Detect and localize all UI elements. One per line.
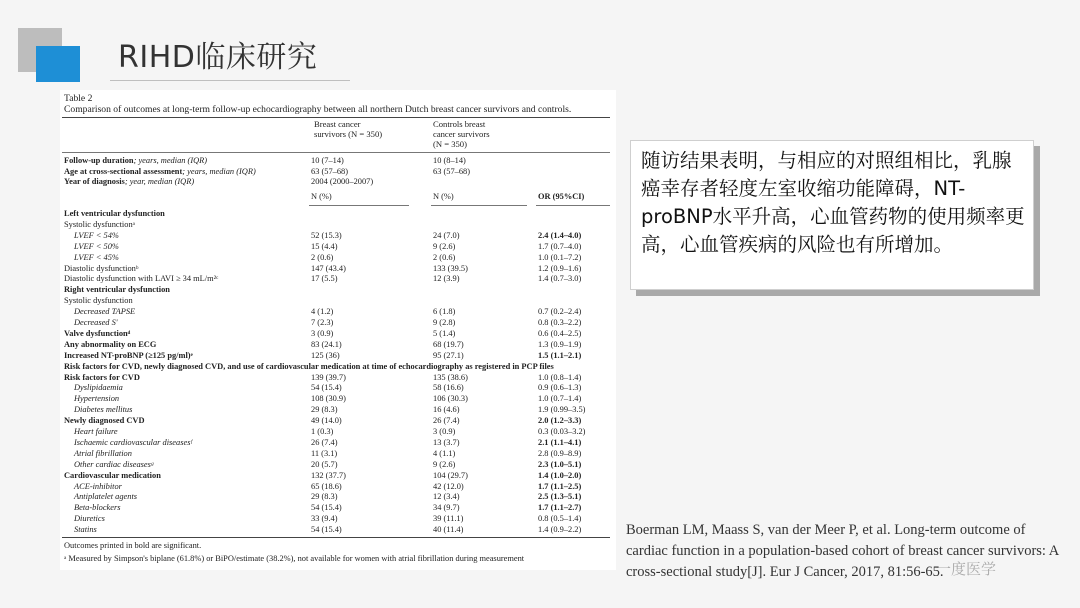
cell-or: 1.0 (0.1–7.2) bbox=[538, 252, 582, 262]
table-row bbox=[62, 449, 614, 460]
table-row bbox=[62, 340, 614, 351]
table-row bbox=[62, 329, 614, 340]
cell-controls: 95 (27.1) bbox=[433, 350, 464, 360]
cell-controls: 39 (11.1) bbox=[433, 514, 464, 524]
subheader-rule-a bbox=[309, 205, 409, 206]
col-header-survivors-line1: Breast cancer bbox=[314, 119, 361, 129]
row-label: Cardiovascular medication bbox=[64, 470, 161, 480]
subheader-survivors: N (%) bbox=[311, 192, 332, 201]
watermark: 一度医学 bbox=[936, 560, 997, 578]
cell-or: 1.4 (1.0–2.0) bbox=[538, 470, 582, 480]
cell-controls: 6 (1.8) bbox=[433, 307, 456, 317]
footnote-a: ᵃ Measured by Simpson's biplane (61.8%) or BiPO/estimate (38.2%), not available for women with atrial fibrillation during measurement bbox=[64, 554, 525, 563]
cell-survivors: 54 (15.4) bbox=[311, 525, 342, 535]
cell-survivors: 108 (30.9) bbox=[311, 394, 346, 404]
cell-controls: 4 (1.1) bbox=[433, 448, 456, 458]
cell-survivors: 65 (18.6) bbox=[311, 481, 342, 491]
cell-survivors: 147 (43.4) bbox=[311, 263, 346, 273]
row-label: Newly diagnosed CVD bbox=[64, 416, 145, 426]
cell-or: 2.5 (1.3–5.1) bbox=[538, 492, 582, 502]
cell-or: 0.8 (0.5–1.4) bbox=[538, 514, 582, 524]
table-number: Table 2 bbox=[64, 93, 93, 104]
row-label-unit: ; years, median (IQR) bbox=[133, 156, 208, 165]
row-label: Left ventricular dysfunction bbox=[64, 209, 165, 218]
table-row bbox=[62, 427, 614, 438]
row-label bbox=[64, 167, 256, 178]
cell-controls: 106 (30.3) bbox=[433, 394, 468, 404]
col-header-controls-line2: cancer survivors bbox=[433, 129, 490, 140]
cell-controls: 133 (39.5) bbox=[433, 263, 468, 273]
row-label: Decreased S' bbox=[74, 318, 118, 327]
row-label: Diastolic dysfunctionᵇ bbox=[64, 263, 139, 273]
table-row bbox=[62, 177, 614, 188]
cell-controls: 40 (11.4) bbox=[433, 525, 464, 535]
cell-or: 2.4 (1.4–4.0) bbox=[538, 230, 582, 240]
footnote-bold: Outcomes printed in bold are significant. bbox=[64, 541, 202, 550]
row-label-main: Year of diagnosis bbox=[64, 177, 125, 187]
row-label: Increased NT-proBNP (≥125 pg/ml)ᵉ bbox=[64, 350, 193, 360]
cell-survivors: 54 (15.4) bbox=[311, 503, 342, 513]
cell-survivors: 1 (0.3) bbox=[311, 427, 334, 436]
row-label: Systolic dysfunction bbox=[64, 296, 133, 306]
cell-controls: 63 (57–68) bbox=[433, 166, 470, 176]
cell-survivors: 63 (57–68) bbox=[311, 166, 348, 176]
cell-controls: 13 (3.7) bbox=[433, 437, 460, 447]
subheader-or: OR (95%CI) bbox=[538, 192, 585, 201]
cell-or: 2.8 (0.9–8.9) bbox=[538, 448, 582, 458]
cell-or: 1.7 (0.7–4.0) bbox=[538, 241, 582, 251]
cell-controls: 24 (7.0) bbox=[433, 230, 460, 240]
cell-or: 1.5 (1.1–2.1) bbox=[538, 350, 582, 360]
table-top-rule bbox=[62, 117, 610, 118]
cell-survivors: 83 (24.1) bbox=[311, 339, 342, 349]
cell-survivors: 132 (37.7) bbox=[311, 470, 346, 480]
row-label: Other cardiac diseasesᵍ bbox=[74, 459, 154, 469]
cell-controls: 12 (3.9) bbox=[433, 274, 460, 284]
col-header-controls-line1: Controls breast bbox=[433, 119, 486, 129]
row-label: Risk factors for CVD, newly diagnosed CVD, and use of cardiovascular medication at time of echocardiography as registered in PCP files bbox=[64, 361, 554, 371]
table-row bbox=[62, 438, 614, 449]
row-label: Beta-blockers bbox=[74, 503, 121, 513]
table-bottom-rule bbox=[62, 537, 610, 538]
row-label: Hypertension bbox=[74, 394, 120, 404]
cell-or: 0.3 (0.03–3.2) bbox=[538, 427, 586, 436]
cell-controls: 9 (2.8) bbox=[433, 318, 456, 327]
cell-survivors: 29 (8.3) bbox=[311, 405, 338, 415]
table-row bbox=[62, 209, 614, 220]
table-row bbox=[62, 482, 614, 493]
col-header-controls-line3: (N = 350) bbox=[433, 139, 467, 150]
cell-survivors: 10 (7–14) bbox=[311, 156, 344, 165]
cell-or: 0.7 (0.2–2.4) bbox=[538, 307, 582, 317]
table-row bbox=[62, 362, 614, 373]
row-label-unit: ; years, median (IQR) bbox=[182, 166, 256, 176]
row-label: Valve dysfunctionᵈ bbox=[64, 328, 131, 338]
cell-controls: 2 (0.6) bbox=[433, 252, 456, 262]
cell-or: 1.3 (0.9–1.9) bbox=[538, 339, 582, 349]
row-label bbox=[64, 156, 207, 167]
row-label: Ischaemic cardiovascular diseasesᶠ bbox=[74, 437, 192, 447]
table-row bbox=[62, 460, 614, 471]
cell-survivors: 49 (14.0) bbox=[311, 416, 342, 426]
table-row bbox=[62, 318, 614, 329]
table-row bbox=[62, 405, 614, 416]
row-label: ACE-inhibitor bbox=[74, 481, 122, 491]
decor-square-blue bbox=[36, 46, 80, 82]
table-row bbox=[62, 373, 614, 384]
row-label-main: Age at cross-sectional assessment bbox=[64, 166, 183, 176]
cell-or: 0.9 (0.6–1.3) bbox=[538, 383, 582, 393]
cell-controls: 42 (12.0) bbox=[433, 481, 464, 491]
cell-or: 0.6 (0.4–2.5) bbox=[538, 328, 582, 338]
subheader-rule-c bbox=[536, 205, 610, 206]
row-label: Diuretics bbox=[74, 514, 105, 524]
table-row bbox=[62, 351, 614, 362]
row-label: Antiplatelet agents bbox=[74, 492, 138, 502]
cell-survivors: 26 (7.4) bbox=[311, 437, 338, 447]
slide-title: RIHD临床研究 bbox=[118, 40, 318, 75]
table-row bbox=[62, 264, 614, 275]
cell-controls: 10 (8–14) bbox=[433, 156, 466, 165]
table-row bbox=[62, 492, 614, 503]
table-row bbox=[62, 416, 614, 427]
cell-survivors: 2 (0.6) bbox=[311, 252, 334, 262]
table-row bbox=[62, 307, 614, 318]
table-row bbox=[62, 525, 614, 536]
row-label: Diastolic dysfunction with LAVI ≥ 34 mL/m²ᶜ bbox=[64, 274, 219, 284]
table-row bbox=[62, 231, 614, 242]
cell-or: 2.0 (1.2–3.3) bbox=[538, 416, 582, 426]
row-label: Systolic dysfunctionᵃ bbox=[64, 219, 135, 229]
cell-survivors: 125 (36) bbox=[311, 350, 340, 360]
row-label: Atrial fibrillation bbox=[74, 448, 132, 458]
cell-controls: 3 (0.9) bbox=[433, 427, 456, 436]
table-row bbox=[62, 383, 614, 394]
cell-controls: 104 (29.7) bbox=[433, 470, 468, 480]
col-header-controls bbox=[433, 119, 490, 150]
cell-controls: 9 (2.6) bbox=[433, 459, 456, 469]
table-row bbox=[62, 394, 614, 405]
cell-controls: 34 (9.7) bbox=[433, 503, 460, 513]
cell-survivors: 20 (5.7) bbox=[311, 459, 338, 469]
cell-controls: 9 (2.6) bbox=[433, 241, 456, 251]
table-row bbox=[62, 514, 614, 525]
table-image bbox=[60, 90, 616, 570]
subheader-rule-b bbox=[431, 205, 527, 206]
cell-survivors: 52 (15.3) bbox=[311, 230, 342, 240]
cell-survivors: 4 (1.2) bbox=[311, 307, 334, 317]
row-label: Statins bbox=[74, 525, 97, 535]
table-row bbox=[62, 274, 614, 285]
cell-or: 1.9 (0.99–3.5) bbox=[538, 405, 586, 415]
cell-controls: 58 (16.6) bbox=[433, 383, 464, 393]
row-label: Diabetes mellitus bbox=[74, 405, 133, 415]
title-underline bbox=[110, 80, 350, 81]
cell-or: 1.7 (1.1–2.5) bbox=[538, 481, 582, 491]
cell-survivors: 15 (4.4) bbox=[311, 241, 338, 251]
cell-or: 1.4 (0.9–2.2) bbox=[538, 525, 582, 535]
cell-controls: 5 (1.4) bbox=[433, 328, 456, 338]
cell-survivors: 2004 (2000–2007) bbox=[311, 177, 374, 187]
cell-or: 1.4 (0.7–3.0) bbox=[538, 274, 582, 284]
row-label-main: Follow-up duration bbox=[64, 156, 134, 165]
subheader-controls: N (%) bbox=[433, 192, 454, 201]
row-label: Right ventricular dysfunction bbox=[64, 285, 170, 295]
cell-or: 1.0 (0.7–1.4) bbox=[538, 394, 582, 404]
row-label: Risk factors for CVD bbox=[64, 372, 140, 382]
cell-survivors: 33 (9.4) bbox=[311, 514, 338, 524]
table-row bbox=[62, 242, 614, 253]
cell-controls: 68 (19.7) bbox=[433, 339, 464, 349]
cell-survivors: 139 (39.7) bbox=[311, 372, 346, 382]
row-label: LVEF < 50% bbox=[74, 241, 119, 251]
table-row bbox=[62, 285, 614, 296]
cell-controls: 16 (4.6) bbox=[433, 405, 460, 415]
table-row bbox=[62, 156, 614, 167]
table-row bbox=[62, 296, 614, 307]
table-row bbox=[62, 167, 614, 178]
table-row bbox=[62, 503, 614, 514]
cell-or: 2.3 (1.0–5.1) bbox=[538, 459, 582, 469]
reference-citation: Boerman LM, Maass S, van der Meer P, et al. Long-term outcome of cardiac function in a population-based cohort of breast cancer survivors: A cross-sectional study[J]. Eur J Cancer, 2017, 81:56-65. bbox=[626, 522, 1059, 580]
cell-survivors: 54 (15.4) bbox=[311, 383, 342, 393]
col-header-survivors-line2: survivors (N = 350) bbox=[314, 129, 383, 140]
subheader-row bbox=[62, 192, 614, 203]
cell-or: 2.1 (1.1–4.1) bbox=[538, 437, 582, 447]
cell-or: 1.2 (0.9–1.6) bbox=[538, 263, 582, 273]
row-label: Any abnormality on ECG bbox=[64, 339, 157, 349]
cell-survivors: 3 (0.9) bbox=[311, 328, 334, 338]
cell-survivors: 7 (2.3) bbox=[311, 318, 334, 327]
col-header-survivors bbox=[314, 119, 382, 139]
cell-or: 1.7 (1.1–2.7) bbox=[538, 503, 582, 513]
row-label: LVEF < 54% bbox=[74, 230, 119, 240]
row-label: Dyslipidaemia bbox=[74, 383, 123, 393]
cell-or: 0.8 (0.3–2.2) bbox=[538, 318, 582, 327]
cell-controls: 12 (3.4) bbox=[433, 492, 460, 502]
table-row bbox=[62, 253, 614, 264]
table-row bbox=[62, 220, 614, 231]
table-row bbox=[62, 471, 614, 482]
cell-survivors: 29 (8.3) bbox=[311, 492, 338, 502]
row-label-unit: ; year, median (IQR) bbox=[124, 177, 195, 187]
row-label bbox=[64, 177, 194, 188]
cell-controls: 26 (7.4) bbox=[433, 416, 460, 426]
summary-box bbox=[630, 140, 1034, 290]
row-label: Decreased TAPSE bbox=[74, 307, 136, 317]
cell-survivors: 11 (3.1) bbox=[311, 448, 338, 458]
summary-text: 随访结果表明，与相应的对照组相比，乳腺癌幸存者轻度左室收缩功能障碍，NT-proBNP水平升高，心血管药物的使用频率更高，心血管疾病的风险也有所增加。 bbox=[641, 149, 1025, 256]
row-label: Heart failure bbox=[74, 427, 118, 436]
cell-or: 1.0 (0.8–1.4) bbox=[538, 372, 582, 382]
header-rule bbox=[62, 152, 610, 153]
cell-controls: 135 (38.6) bbox=[433, 372, 468, 382]
table-caption: Comparison of outcomes at long-term follow-up echocardiography between all northern Dutch breast cancer survivors and controls. bbox=[64, 104, 572, 115]
row-label: LVEF < 45% bbox=[74, 252, 119, 262]
cell-survivors: 17 (5.5) bbox=[311, 274, 338, 284]
